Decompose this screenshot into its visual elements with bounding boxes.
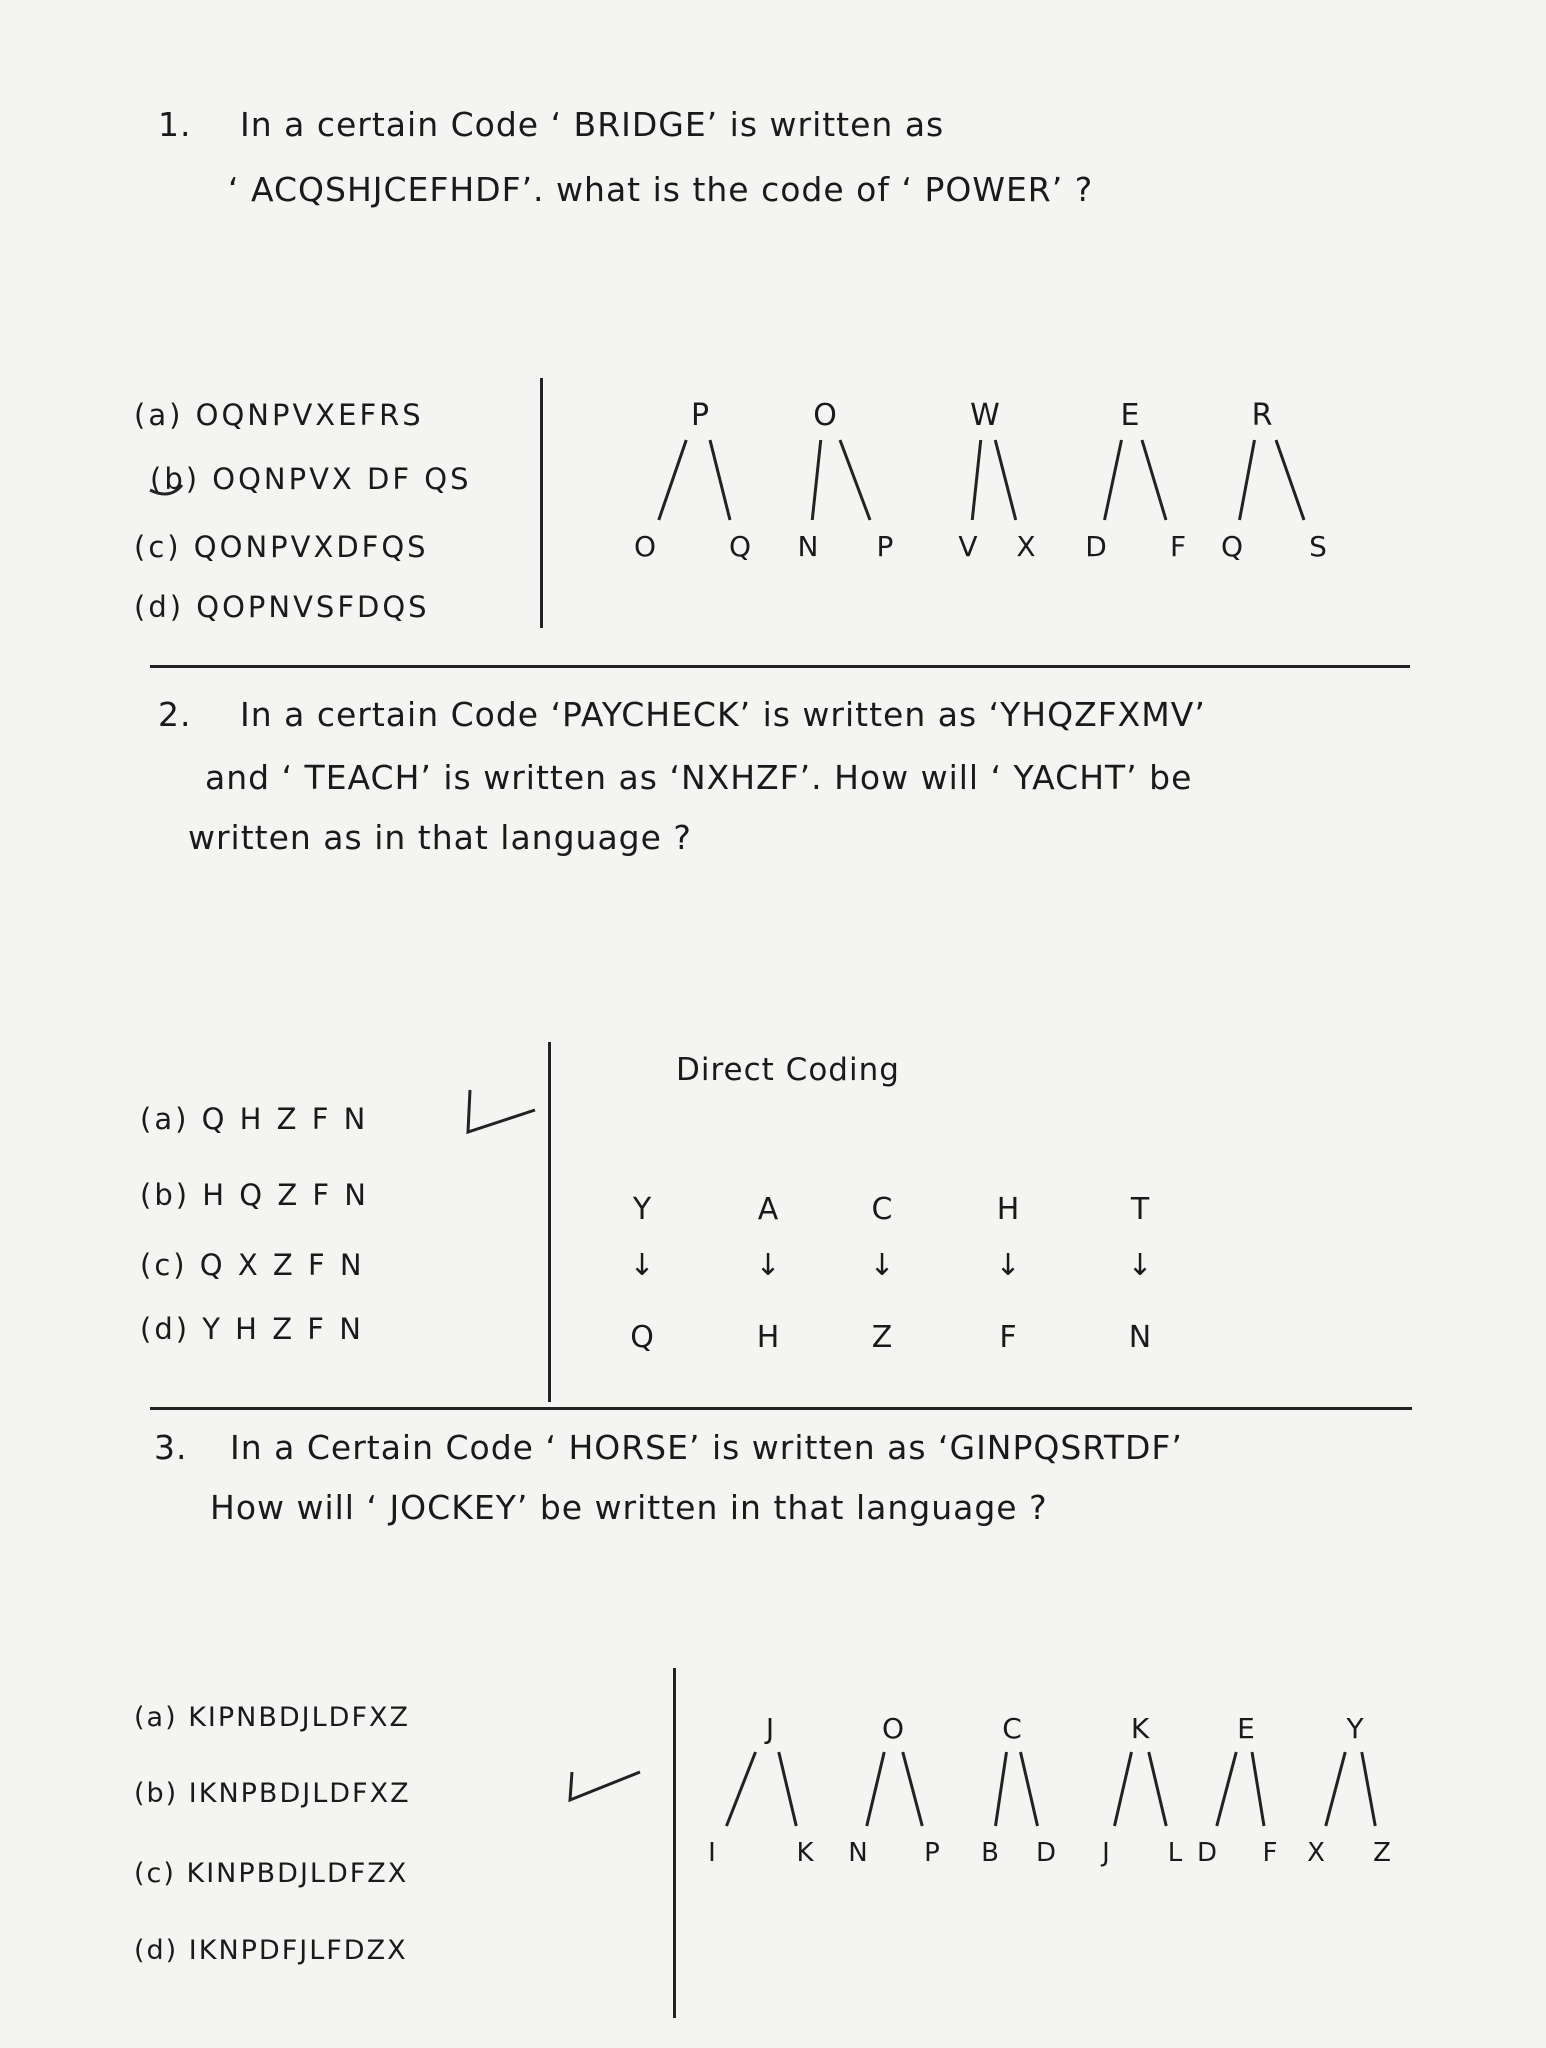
- q1-top-letter-1: O: [813, 398, 837, 433]
- q2-top-letter-0: Y: [632, 1192, 652, 1227]
- q1-option-d: (d) QOPNVSFDQS: [134, 590, 430, 624]
- q3-bottom-letter-0: I: [708, 1838, 716, 1868]
- q1-bottom-letter-5: X: [1016, 530, 1036, 563]
- q3-line2: How will ‘ JOCKEY’ be written in that language ?: [210, 1488, 1048, 1527]
- q1-top-letter-2: W: [970, 398, 1000, 433]
- q2-arrow-4: ↓: [1127, 1248, 1153, 1283]
- q1-bottom-letter-9: S: [1309, 530, 1327, 563]
- q3-bottom-letter-4: B: [981, 1838, 999, 1868]
- q2-heading: Direct Coding: [676, 1052, 900, 1088]
- q3-option-d: (d) IKNPDFJLFDZX: [134, 1935, 408, 1966]
- q2-option-a: (a) Q H Z F N: [140, 1102, 369, 1136]
- q1-bottom-letter-3: P: [876, 530, 894, 563]
- q3-bottom-letter-7: L: [1167, 1838, 1183, 1868]
- q3-top-letter-5: Y: [1346, 1712, 1364, 1745]
- q3-line1: In a Certain Code ‘ HORSE’ is written as ‘GINPQSRTDF’: [230, 1428, 1183, 1467]
- q2-line2: and ‘ TEACH’ is written as ‘NXHZF’. How will ‘ YACHT’ be: [205, 758, 1193, 797]
- q3-option-b: (b) IKNPBDJLDFXZ: [134, 1778, 411, 1809]
- q1-line2: ‘ ACQSHJCEFHDF’. what is the code of ‘ POWER’ ?: [228, 170, 1094, 209]
- q2-option-d: (d) Y H Z F N: [140, 1312, 364, 1346]
- q3-top-letter-0: J: [765, 1712, 775, 1745]
- q1-bottom-letter-7: F: [1169, 530, 1187, 563]
- q1-bottom-letter-4: V: [958, 530, 978, 563]
- q2-arrow-3: ↓: [995, 1248, 1021, 1283]
- q1-bottom-letter-6: D: [1085, 530, 1107, 563]
- q3-top-letter-3: K: [1130, 1712, 1150, 1745]
- q1-top-letter-4: R: [1251, 398, 1273, 433]
- q2-number: 2.: [158, 695, 192, 734]
- q2-top-letter-4: T: [1130, 1192, 1150, 1227]
- q3-bottom-letter-1: K: [796, 1838, 814, 1868]
- q1-option-a: (a) OQNPVXEFRS: [134, 398, 424, 432]
- q3-top-letter-4: E: [1237, 1712, 1255, 1745]
- q1-bottom-letter-1: Q: [728, 530, 752, 563]
- q3-top-letter-1: O: [881, 1712, 905, 1745]
- q2-arrow-0: ↓: [629, 1248, 655, 1283]
- q3-number: 3.: [154, 1428, 188, 1467]
- q2-line3: written as in that language ?: [188, 818, 692, 857]
- q3-top-letter-2: C: [1002, 1712, 1022, 1745]
- q3-bottom-letter-10: X: [1307, 1838, 1325, 1868]
- q2-arrow-1: ↓: [755, 1248, 781, 1283]
- q3-bottom-letter-2: N: [848, 1838, 868, 1868]
- q2-line1: In a certain Code ‘PAYCHECK’ is written as ‘YHQZFXMV’: [240, 695, 1206, 734]
- q1-top-letter-3: E: [1120, 398, 1140, 433]
- q2-bottom-letter-3: F: [999, 1320, 1017, 1355]
- q2-bottom-letter-4: N: [1128, 1320, 1152, 1355]
- q2-top-letter-1: A: [757, 1192, 779, 1227]
- q3-bottom-letter-9: F: [1262, 1838, 1278, 1868]
- q2-option-c: (c) Q X Z F N: [140, 1248, 365, 1282]
- q1-line1: In a certain Code ‘ BRIDGE’ is written as: [240, 105, 945, 144]
- q1-bottom-letter-0: O: [633, 530, 657, 563]
- q2-bottom-letter-0: Q: [630, 1320, 654, 1355]
- q3-bottom-letter-11: Z: [1373, 1838, 1391, 1868]
- q2-bottom-letter-2: Z: [871, 1320, 893, 1355]
- q3-bottom-letter-5: D: [1035, 1838, 1057, 1868]
- q3-bottom-letter-6: J: [1102, 1838, 1110, 1868]
- q2-option-b: (b) H Q Z F N: [140, 1178, 370, 1212]
- q1-number: 1.: [158, 105, 192, 144]
- q1-option-c: (c) QONPVXDFQS: [134, 530, 429, 564]
- q3-bottom-letter-3: P: [924, 1838, 940, 1868]
- q2-top-letter-3: H: [996, 1192, 1020, 1227]
- q3-option-a: (a) KIPNBDJLDFXZ: [134, 1702, 410, 1733]
- q2-bottom-letter-1: H: [756, 1320, 780, 1355]
- q1-bottom-letter-8: Q: [1220, 530, 1244, 563]
- q3-option-c: (c) KINPBDJLDFZX: [134, 1858, 409, 1889]
- q1-bottom-letter-2: N: [797, 530, 819, 563]
- q3-bottom-letter-8: D: [1196, 1838, 1218, 1868]
- q1-option-b: (b) OQNPVX DF QS: [150, 462, 472, 496]
- q1-top-letter-0: P: [690, 398, 710, 433]
- q2-arrow-2: ↓: [869, 1248, 895, 1283]
- q2-top-letter-2: C: [871, 1192, 893, 1227]
